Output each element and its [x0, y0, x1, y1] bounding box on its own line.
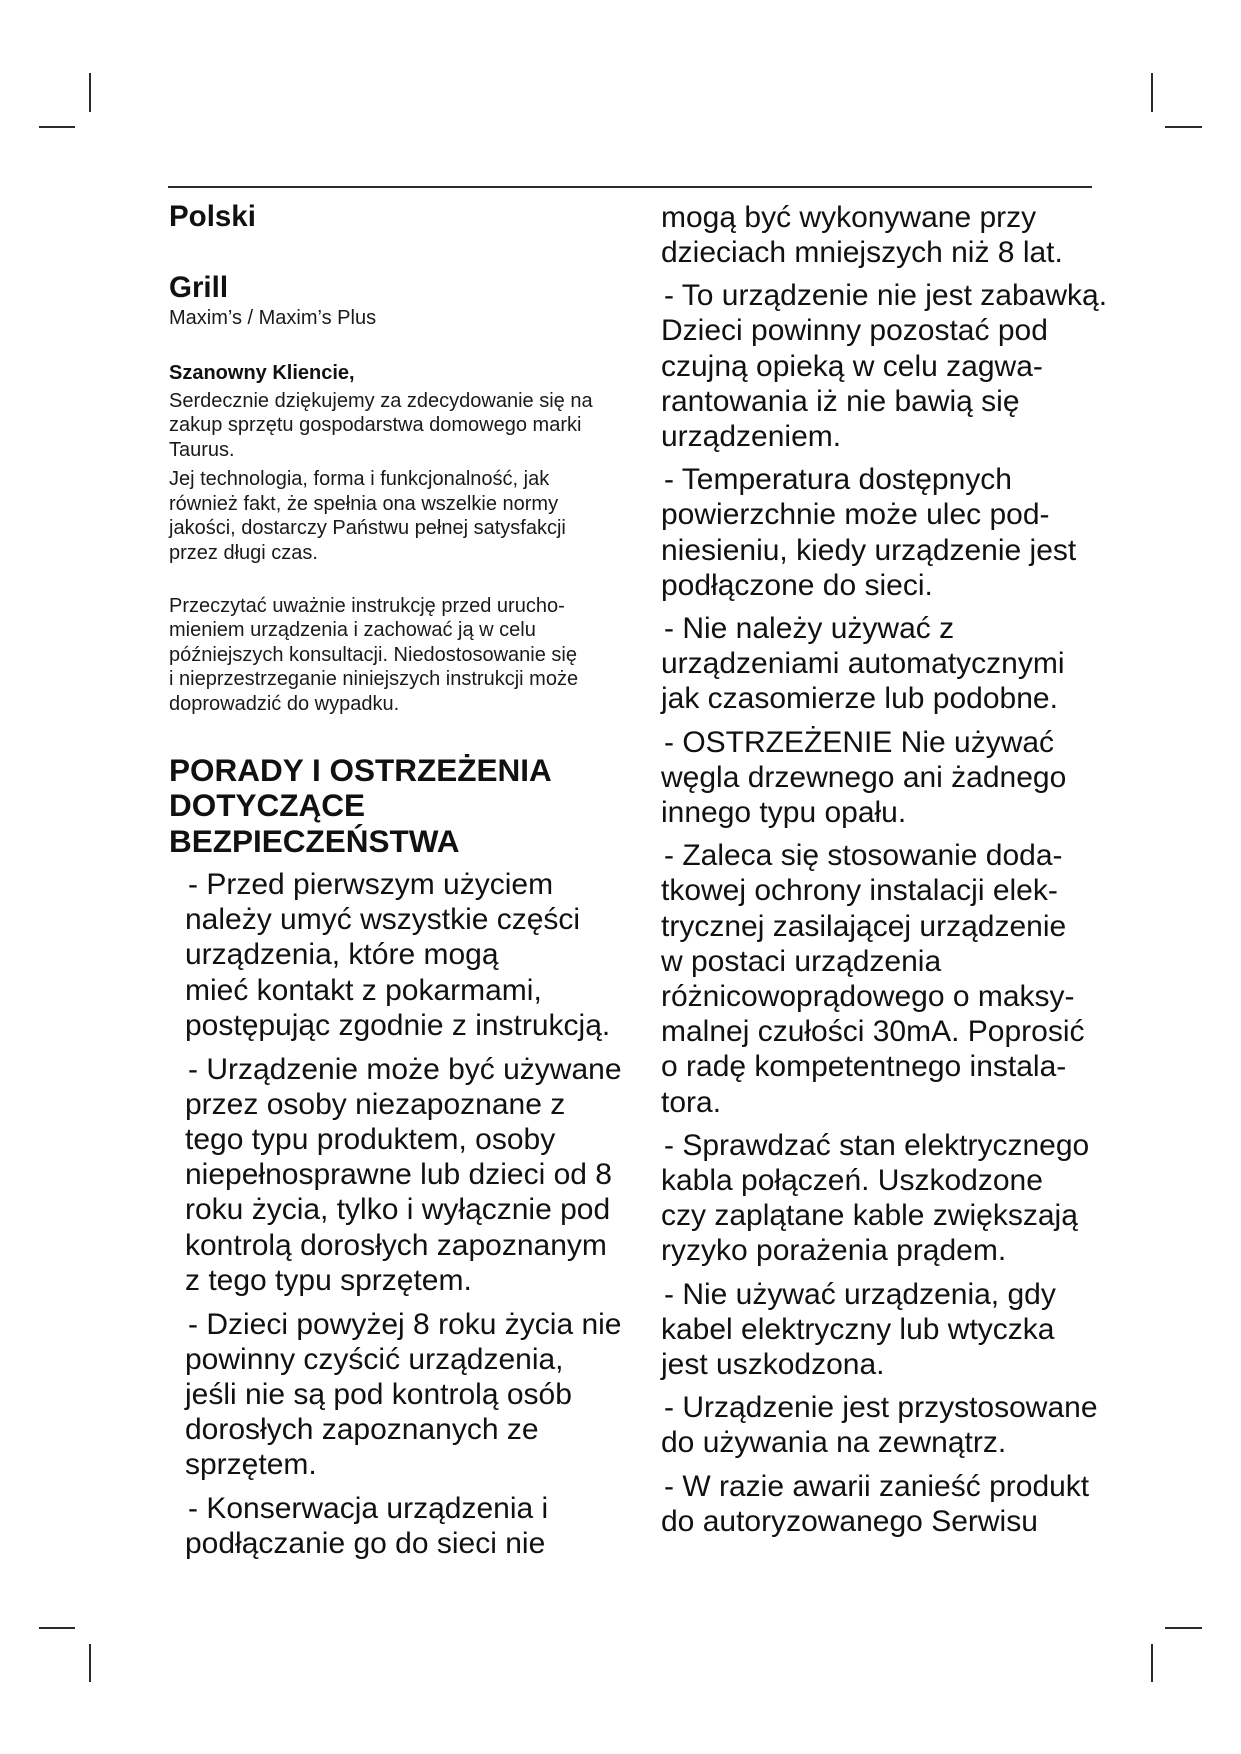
- safety-item-13: - W razie awarii zanieść produkt do autoryzowanego Serwisu: [661, 1469, 1090, 1538]
- safety-item-7: - Nie należy używać z urządzeniami automatycznymi jak czasomierze lub podobne.: [661, 611, 1065, 716]
- crop-mark-bottom-right-horizontal: [1165, 1627, 1202, 1629]
- safety-item-1: - Przed pierwszym użyciem należy umyć wszystkie części urządzenia, które mogą mieć kontakt z pokarmami, postępując zgodnie z instrukcją.: [185, 868, 611, 1042]
- crop-mark-top-right-vertical: [1151, 73, 1153, 112]
- right-column: [661, 200, 1107, 1547]
- safety-item-8: - OSTRZEŻENIE Nie używać węgla drzewnego ani żadnego innego typu opału.: [661, 725, 1067, 829]
- language-title: Polski: [169, 200, 256, 233]
- left-column: [185, 867, 622, 1570]
- crop-mark-top-left-horizontal: [39, 126, 75, 128]
- greeting: Szanowny Kliencie,: [169, 361, 355, 384]
- header-rule: [168, 186, 1092, 188]
- safety-item-2: - Urządzenie może być używane przez osoby niezapoznane z tego typu produktem, osoby niepełnosprawne lub dzieci od 8 roku życia, tylko i wyłącznie pod kontrolą dorosłych zapoznanym z tego typu sprzętem.: [185, 1052, 622, 1297]
- product-title: Grill: [169, 271, 229, 304]
- crop-mark-bottom-left-horizontal: [39, 1627, 75, 1629]
- crop-mark-bottom-right-vertical: [1151, 1644, 1153, 1682]
- safety-item-4-continued: mogą być wykonywane przy dzieciach mniejszych niż 8 lat.: [661, 200, 1063, 269]
- safety-item-11: - Nie używać urządzenia, gdy kabel elektryczny lub wtyczka jest uszkodzona.: [661, 1277, 1056, 1381]
- safety-item-6: - Temperatura dostępnych powierzchnie może ulec pod- niesieniu, kiedy urządzenie jest podłączone do sieci.: [661, 463, 1077, 602]
- safety-item-12: - Urządzenie jest przystosowane do używania na zewnątrz.: [661, 1391, 1098, 1460]
- safety-item-3: - Dzieci powyżej 8 roku życia nie powinny czyścić urządzenia, jeśli nie są pod kontrolą osób dorosłych zapoznanych ze sprzętem.: [185, 1307, 622, 1482]
- safety-heading: PORADY I OSTRZEŻENIA DOTYCZĄCE BEZPIECZEŃSTWA: [169, 751, 552, 860]
- safety-item-5: - To urządzenie nie jest zabawką. Dzieci powinny pozostać pod czujną opieką w celu zagwa- rantowania iż nie bawią się urządzeniem.: [661, 279, 1108, 453]
- intro-paragraph-2: Jej technologia, forma i funkcjonalność, jak również fakt, że spełnia ona wszelkie normy jakości, dostarczy Państwu pełnej satysfakcji przez długi czas.: [169, 468, 566, 564]
- safety-item-4: - Konserwacja urządzenia i podłączanie go do sieci nie: [185, 1492, 549, 1561]
- model-names: Maxim’s / Maxim’s Plus: [169, 306, 377, 329]
- crop-mark-bottom-left-vertical: [89, 1644, 91, 1682]
- crop-mark-top-right-horizontal: [1165, 126, 1202, 128]
- safety-item-10: - Sprawdzać stan elektrycznego kabla połączeń. Uszkodzone czy zaplątane kable zwiększają ryzyko porażenia prądem.: [661, 1128, 1090, 1268]
- safety-item-9: - Zaleca się stosowanie doda- tkowej ochrony instalacji elek- trycznej zasilającej urządzenie w postaci urządzenia różnicowoprądowego o maksy- malnej czułości 30mA. Poprosić o radę kompetentnego instala- tora.: [661, 839, 1085, 1119]
- intro-paragraph-3: Przeczytać uważnie instrukcję przed urucho- mieniem urządzenia i zachować ją w celu późniejszych konsultacji. Niedostosowanie się i nieprzestrzeganie niniejszych instrukcji może doprowadzić do wypadku.: [169, 594, 579, 715]
- crop-mark-top-left-vertical: [89, 73, 91, 112]
- intro-paragraph-1: Serdecznie dziękujemy za zdecydowanie się na zakup sprzętu gospodarstwa domowego marki Taurus.: [169, 389, 593, 461]
